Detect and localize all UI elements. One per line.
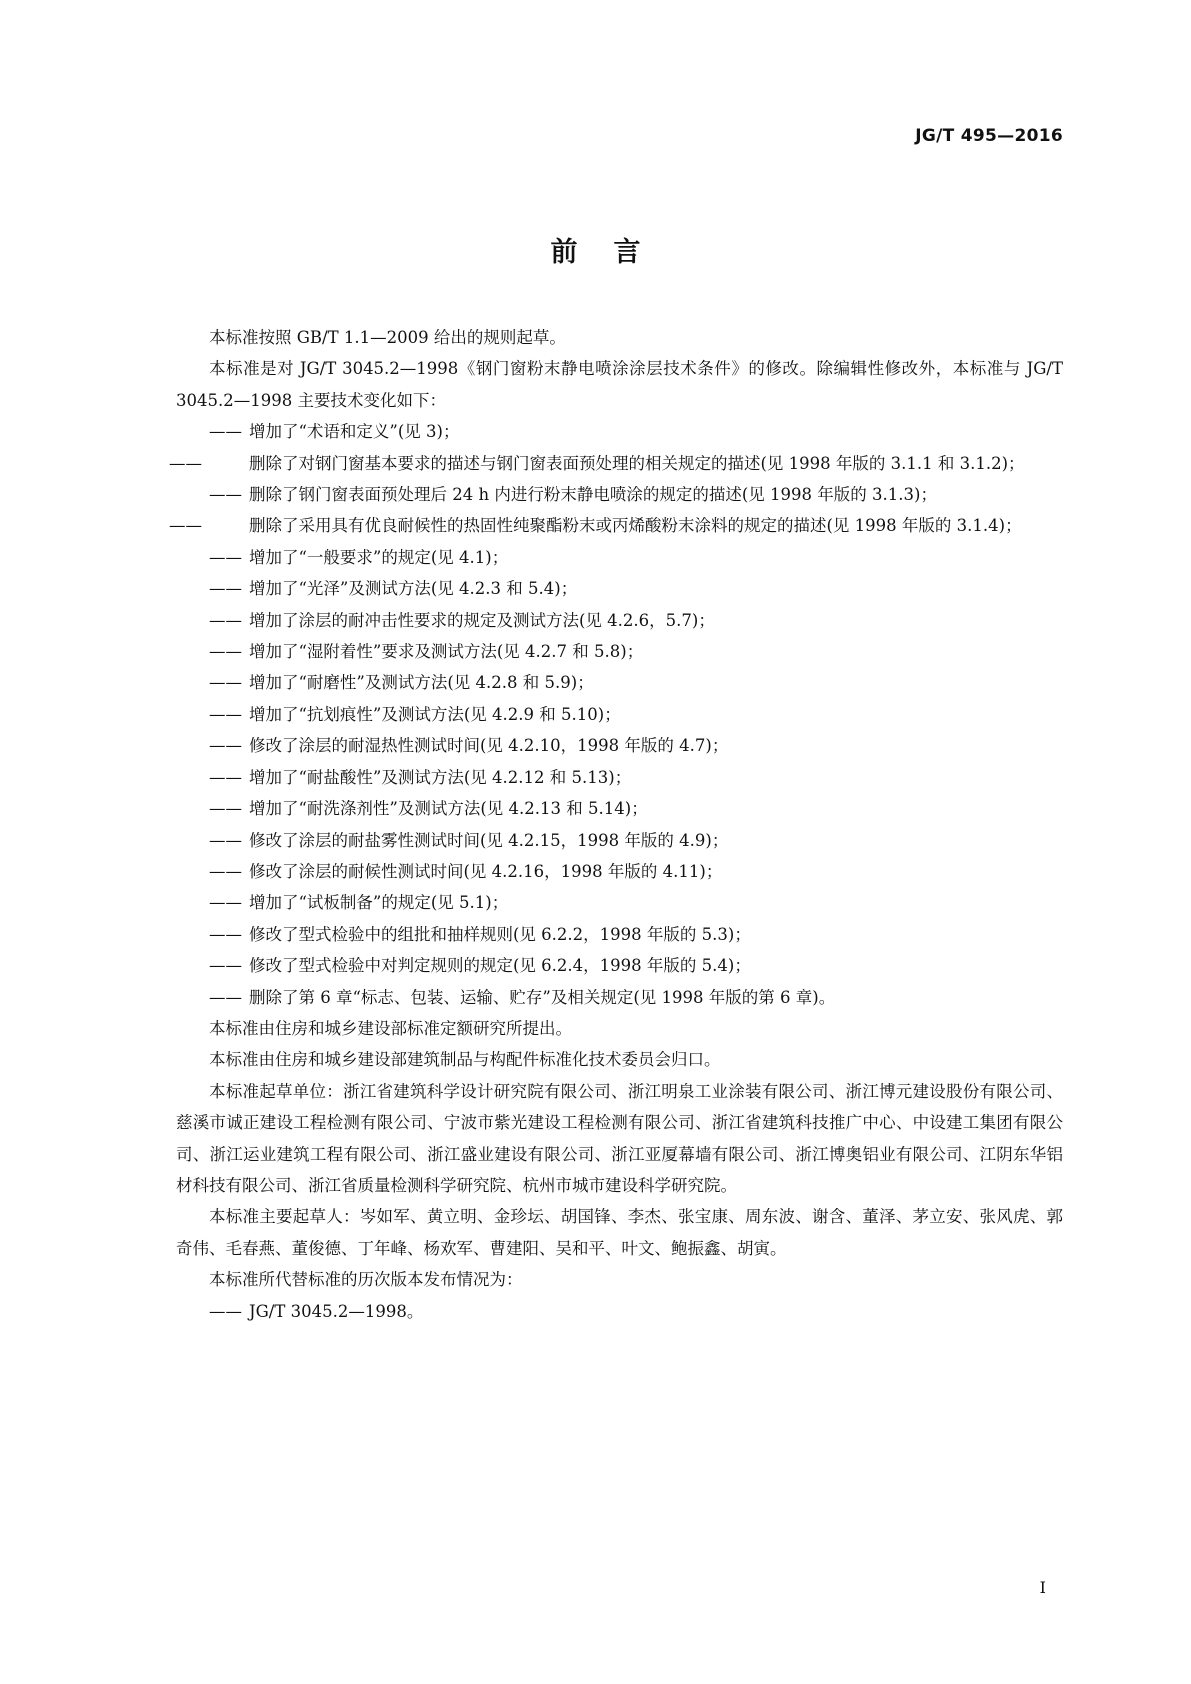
list-item-text: JG/T 3045.2—1998。 [249, 1301, 424, 1321]
paragraph: 本标准由住房和城乡建设部标准定额研究所提出。 [209, 1018, 572, 1038]
list-item-text: 增加了“耐磨性”及测试方法(见 4.2.8 和 5.9)； [249, 673, 594, 693]
dash-mark: —— [169, 453, 202, 473]
list-item-text: 增加了“耐洗涤剂性”及测试方法(见 4.2.13 和 5.14)； [249, 799, 648, 819]
list-item [176, 793, 1063, 824]
list-item-text: 修改了涂层的耐盐雾性测试时间(见 4.2.15，1998 年版的 4.9)； [249, 830, 729, 850]
dash-mark: —— [209, 547, 242, 567]
list-item [176, 982, 1063, 1013]
paragraph: 本标准由住房和城乡建设部建筑制品与构配件标准化技术委员会归口。 [209, 1050, 721, 1070]
dash-mark: —— [209, 704, 242, 724]
list-item-text: 删除了钢门窗表面预处理后 24 h 内进行粉末静电喷涂的规定的描述(见 1998 年版的 3.1.3)； [249, 485, 937, 505]
paragraph: 本标准是对 JG/T 3045.2—1998《钢门窗粉末静电喷涂涂层技术条件》的修改。除编辑性修改外，本标准与 JG/T 3045.2—1998 主要技术变化如下： [176, 359, 1063, 410]
dash-mark: —— [209, 1301, 242, 1321]
dash-mark: —— [209, 924, 242, 944]
document-body [169, 322, 1063, 1327]
dash-mark: —— [209, 610, 242, 630]
list-item [169, 448, 1063, 479]
list-item [176, 479, 1063, 510]
dash-mark: —— [169, 516, 202, 536]
list-item-text: 修改了型式检验中对判定规则的规定(见 6.2.4，1998 年版的 5.4)； [249, 956, 751, 976]
list-item [176, 636, 1063, 667]
paragraph: 本标准主要起草人：岑如军、黄立明、金珍坛、胡国锋、李杰、张宝康、周东波、谢含、董泽、茅立安、张风虎、郭奇伟、毛春燕、董俊德、丁年峰、杨欢军、曹建阳、吴和平、叶文、鲍振鑫、胡寅。 [176, 1207, 1063, 1258]
dash-mark: —— [209, 767, 242, 787]
list-item-text: 修改了涂层的耐候性测试时间(见 4.2.16，1998 年版的 4.11)； [249, 861, 723, 881]
list-item [176, 573, 1063, 604]
dash-mark: —— [209, 830, 242, 850]
list-item [176, 887, 1063, 918]
list-item-text: 删除了第 6 章“标志、包装、运输、贮存”及相关规定(见 1998 年版的第 6 章)。 [249, 987, 836, 1007]
dash-mark: —— [209, 893, 242, 913]
paragraph: 本标准起草单位：浙江省建筑科学设计研究院有限公司、浙江明泉工业涂装有限公司、浙江博元建设股份有限公司、慈溪市诚正建设工程检测有限公司、宁波市紫光建设工程检测有限公司、浙江省建筑科技推广中心、中设建工集团有限公司、浙江运业建筑工程有限公司、浙江盛业建设有限公司、浙江亚厦幕墙有限公司、浙江博奥铝业有限公司、江阴东华铝材科技有限公司、浙江省质量检测科学研究院、杭州市城市建设科学研究院。 [176, 1081, 1063, 1195]
dash-mark: —— [209, 642, 242, 662]
list-item-text: 增加了“一般要求”的规定(见 4.1)； [249, 547, 509, 567]
dash-mark: —— [209, 422, 242, 442]
dash-mark: —— [209, 861, 242, 881]
dash-mark: —— [209, 485, 242, 505]
list-item-text: 删除了对钢门窗基本要求的描述与钢门窗表面预处理的相关规定的描述(见 1998 年版的 3.1.1 和 3.1.2)； [249, 453, 1025, 473]
dash-mark: —— [209, 987, 242, 1007]
list-item [176, 825, 1063, 856]
list-item-text: 删除了采用具有优良耐候性的热固性纯聚酯粉末或丙烯酸粉末涂料的规定的描述(见 1998 年版的 3.1.4)； [249, 516, 1022, 536]
list-item [176, 1296, 1063, 1327]
changes-list [169, 416, 1063, 1013]
dash-mark: —— [209, 956, 242, 976]
list-item-text: 增加了“抗划痕性”及测试方法(见 4.2.9 和 5.10)； [249, 704, 621, 724]
paragraph: 本标准所代替标准的历次版本发布情况为： [209, 1270, 523, 1290]
standard-code: JG/T 495—2016 [915, 126, 1063, 146]
list-item-text: 增加了“试板制备”的规定(见 5.1)； [249, 893, 509, 913]
dash-mark: —— [209, 579, 242, 599]
list-item-text: 修改了涂层的耐湿热性测试时间(见 4.2.10，1998 年版的 4.7)； [249, 736, 729, 756]
list-item [176, 699, 1063, 730]
list-item [176, 762, 1063, 793]
list-item [176, 856, 1063, 887]
dash-mark: —— [209, 673, 242, 693]
list-item [176, 416, 1063, 447]
page-title: 前言 [550, 237, 677, 268]
list-item-text: 修改了型式检验中的组批和抽样规则(见 6.2.2，1998 年版的 5.3)； [249, 924, 751, 944]
list-item-text: 增加了“耐盐酸性”及测试方法(见 4.2.12 和 5.13)； [249, 767, 632, 787]
list-item-text: 增加了“术语和定义”(见 3)； [249, 422, 460, 442]
dash-mark: —— [209, 799, 242, 819]
page-number: I [1039, 1578, 1046, 1597]
list-item [176, 730, 1063, 761]
list-item-text: 增加了“光泽”及测试方法(见 4.2.3 和 5.4)； [249, 579, 578, 599]
list-item [176, 605, 1063, 636]
paragraph: 本标准按照 GB/T 1.1—2009 给出的规则起草。 [209, 328, 566, 347]
list-item [169, 510, 1063, 541]
list-item [176, 950, 1063, 981]
list-item [176, 542, 1063, 573]
list-item-text: 增加了涂层的耐冲击性要求的规定及测试方法(见 4.2.6，5.7)； [249, 610, 715, 630]
dash-mark: —— [209, 736, 242, 756]
list-item [176, 667, 1063, 698]
list-item-text: 增加了“湿附着性”要求及测试方法(见 4.2.7 和 5.8)； [249, 642, 644, 662]
list-item [176, 919, 1063, 950]
